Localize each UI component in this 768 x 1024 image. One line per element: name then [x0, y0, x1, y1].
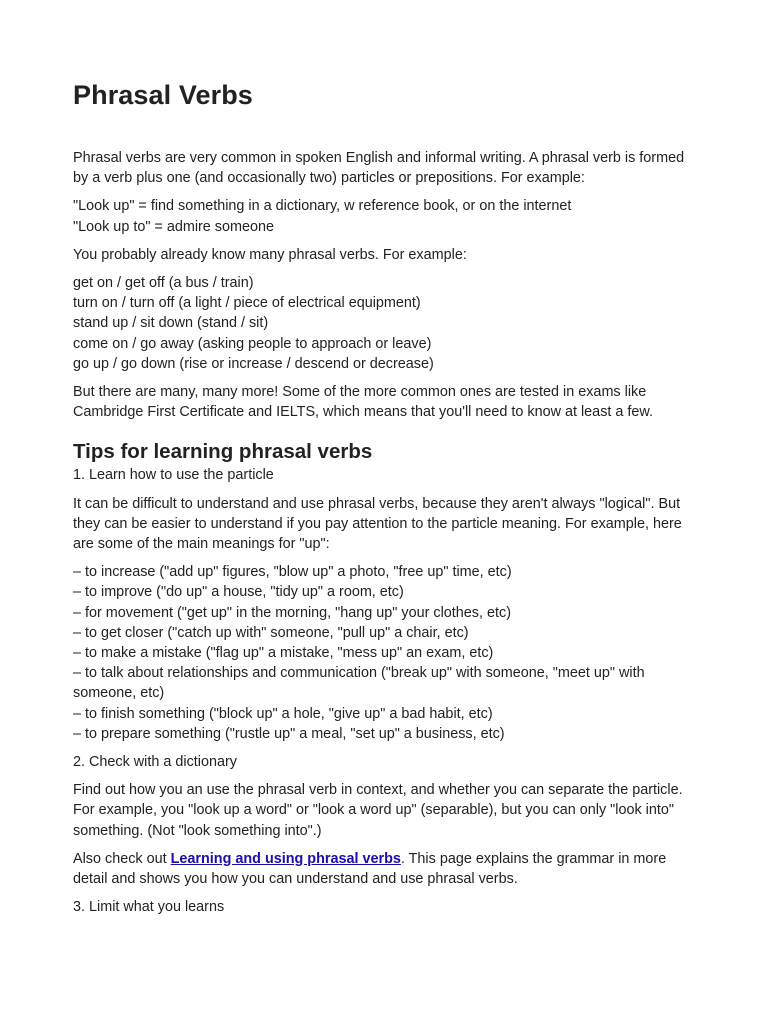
also-check-paragraph — [73, 849, 698, 889]
list-item: – to get closer ("catch up with" someone, "pull up" a chair, etc) — [73, 624, 469, 641]
tip-paragraph: It can be difficult to understand and use phrasal verbs, because they aren't always "logical". But they can be easier to understand if you pay attention to the particle meaning. For example, here are some of the main meanings for "up": — [73, 495, 682, 553]
list-item: get on / get off (a bus / train) — [73, 275, 254, 292]
many-more-paragraph: But there are many, many more! Some of the more common ones are tested in exams like Cambridge First Certificate and IELTS, which means that you'll need to know at least a few. — [73, 384, 653, 421]
list-item: go up / go down (rise or increase / descend or decrease) — [73, 355, 434, 372]
list-item: – to talk about relationships and communication ("break up" with someone, "meet up" with someone, etc) — [73, 665, 645, 702]
tip-title: 3. Limit what you learns — [73, 899, 225, 916]
also-check-after: . This page explains the grammar in more detail and shows you how you can understand and use phrasal verbs. — [73, 850, 667, 888]
also-check-before: Also check out — [73, 850, 171, 867]
intro-paragraph: Phrasal verbs are very common in spoken English and informal writing. A phrasal verb is formed by a verb plus one (and occasionally two) particles or prepositions. For example: — [73, 150, 685, 187]
list-item: stand up / sit down (stand / sit) — [73, 315, 269, 332]
tip-paragraph: Find out how you an use the phrasal verb in context, and whether you can separate the particle. For example, you "look up a word" or "look a word up" (separable), but you can only "look into" something. (Not "look something into".) — [73, 782, 683, 839]
list-item: turn on / turn off (a light / piece of electrical equipment) — [73, 295, 421, 312]
list-item: – for movement ("get up" in the morning, "hang up" your clothes, etc) — [73, 604, 511, 621]
tip-title: 2. Check with a dictionary — [73, 754, 237, 771]
page-title: Phrasal Verbs — [73, 80, 253, 110]
list-item: – to make a mistake ("flag up" a mistake, "mess up" an exam, etc) — [73, 645, 494, 662]
example-line: "Look up to" = admire someone — [73, 218, 275, 235]
list-item: – to finish something ("block up" a hole, "give up" a bad habit, etc) — [73, 705, 493, 722]
tips-heading: Tips for learning phrasal verbs — [73, 440, 373, 464]
list-item: – to prepare something ("rustle up" a meal, "set up" a business, etc) — [73, 725, 505, 742]
example-line: "Look up" = find something in a dictionary, w reference book, or on the internet — [73, 198, 572, 215]
phrasal-verbs-link[interactable]: Learning and using phrasal verbs — [170, 850, 401, 867]
tip-title: 1. Learn how to use the particle — [73, 467, 274, 484]
list-item: – to improve ("do up" a house, "tidy up" a room, etc) — [73, 584, 404, 601]
article-body — [73, 148, 698, 918]
list-item: come on / go away (asking people to approach or leave) — [73, 335, 432, 352]
already-know-paragraph: You probably already know many phrasal verbs. For example: — [73, 246, 467, 263]
list-item: – to increase ("add up" figures, "blow up" a photo, "free up" time, etc) — [73, 564, 512, 581]
